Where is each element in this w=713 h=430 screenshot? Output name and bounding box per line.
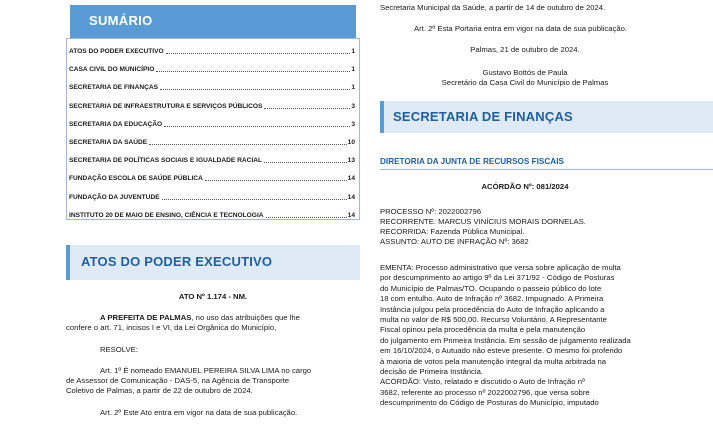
- summary-item-leader: [149, 143, 347, 145]
- act-resolve: RESOLVE:: [100, 345, 138, 354]
- section-header-atos: [66, 245, 360, 280]
- summary-item[interactable]: [69, 103, 355, 110]
- act-intro-rest: , no uso das atribuições que lhe: [191, 313, 300, 322]
- summary-item-page: 14: [347, 175, 355, 183]
- act-art1-line1: Art. 1º É nomeado EMANUEL PEREIRA SILVA LIMA no cargo: [100, 366, 312, 375]
- summary-item[interactable]: [69, 66, 355, 73]
- summary-item-leader: [166, 52, 351, 54]
- appellant: RECORRENTE: MARCUS VINÍCIUS MORAIS DORNELAS.: [380, 217, 586, 226]
- summary-item-label: INSTITUTO 20 DE MAIO DE ENSINO, CIÊNCIA E TECNOLOGIA: [69, 211, 264, 219]
- ementa-line: do julgamento em Primeira Instância. Em sessão de julgamento realizada: [380, 335, 631, 345]
- summary-item[interactable]: [69, 121, 355, 128]
- portaria-date: Palmas, 21 de outubro de 2024.: [470, 45, 580, 54]
- summary-item-page: 13: [347, 157, 355, 165]
- section-title-atos: ATOS DO PODER EXECUTIVO: [81, 254, 273, 269]
- ementa-line: em 16/10/2024, o Autuado não esteve presente. O mesmo foi proferido: [380, 346, 623, 356]
- act-art1-line3: Coletivo de Palmas, a partir de 22 de outubro de 2024.: [66, 386, 253, 395]
- ruling-number: ACÓRDÃO Nº: 081/2024: [481, 182, 569, 191]
- subject: ASSUNTO: AUTO DE INFRAÇÃO Nº: 3682: [380, 237, 529, 246]
- summary-item[interactable]: [69, 157, 355, 164]
- summary-item-label: SECRETARIA DA SAÚDE: [69, 139, 148, 146]
- directorate-rule: [380, 169, 713, 170]
- appellee: RECORRIDA: Fazenda Pública Municipal.: [380, 227, 525, 236]
- summary-item-label: CASA CIVIL DO MUNICÍPIO: [69, 66, 155, 74]
- ementa-line: decisão de Primeira Instância.: [380, 367, 483, 376]
- ementa-line: Fiscal opinou pela procedência da multa e pela manutenção: [380, 325, 586, 335]
- summary-item-label: SECRETARIA DE POLÍTICAS SOCIAIS E IGUALDADE RACIAL: [69, 157, 263, 165]
- summary-item-leader: [264, 161, 347, 163]
- summary-item[interactable]: [69, 48, 355, 55]
- summary-item-leader: [264, 107, 350, 109]
- summary-item-page: 14: [347, 211, 355, 219]
- summary-title: SUMÁRIO: [89, 13, 153, 28]
- summary-item-page: 1: [351, 84, 355, 92]
- ementa-line: 18 com entulho. Auto de Infração nº 3682. Impugnado. A Primeira: [380, 294, 604, 304]
- summary-item-label: ATOS DO PODER EXECUTIVO: [69, 48, 164, 55]
- summary-item-leader: [164, 125, 350, 127]
- summary-item-page: 10: [347, 139, 355, 146]
- summary-item-page: 1: [351, 66, 355, 74]
- summary-header: [70, 5, 356, 38]
- ementa-line: descumprimento do Código de Posturas do Município, imputado: [380, 398, 599, 408]
- summary-item-leader: [156, 70, 350, 72]
- summary-item-page: 14: [347, 193, 355, 201]
- act-art2: Art. 2º Este Ato entra em vigor na data de sua publicação.: [100, 408, 298, 417]
- summary-item-page: 3: [351, 120, 355, 128]
- ementa-line: por descumprimento ao artigo 9º da Lei 371/92 - Código de Posturas: [380, 273, 615, 283]
- summary-item-label: SECRETARIA DE INFRAESTRUTURA E SERVIÇOS PÚBLICOS: [69, 102, 263, 110]
- ementa-line: à maioria de votos pela manutenção integral da multa arbitrada na: [380, 356, 607, 366]
- ementa-line: multa no valor de R$ 500,00. Recurso Voluntário. A Representante: [380, 315, 607, 324]
- portaria-top-line: Secretaria Municipal da Saúde, a partir de 14 de outubro de 2024.: [380, 3, 606, 12]
- summary-item-label: FUNDAÇÃO DA JUVENTUDE: [69, 193, 160, 201]
- summary-item[interactable]: [69, 84, 355, 91]
- ementa-line: do Município de Palmas/TO. Ocupando o passeio público do lote: [380, 283, 602, 293]
- summary-item-label: SECRETARIA DA EDUCAÇÃO: [69, 120, 163, 128]
- act-intro-bold: A PREFEITA DE PALMAS: [100, 313, 192, 322]
- ementa-line: EMENTA: Processo administrativo que versa sobre aplicação de multa: [380, 263, 621, 272]
- ementa-line: Instância julgou pela procedência do Auto de Infração aplicando a: [380, 304, 605, 314]
- summary-item[interactable]: [69, 175, 355, 182]
- act-art1-line2: de Assessor de Comunicação - DAS-5, na Agência de Transporte: [66, 376, 290, 385]
- ementa-line: 3682, referente ao processo nº 2022002796, que versa sobre: [380, 387, 590, 397]
- summary-item-leader: [205, 179, 347, 181]
- portaria-art2: Art. 2º Esta Portaria entra em vigor na data de sua publicação.: [414, 24, 628, 33]
- directorate-title: DIRETORIA DA JUNTA DE RECURSOS FISCAIS: [380, 157, 564, 166]
- summary-item-label: SECRETARIA DE FINANÇAS: [69, 84, 159, 92]
- summary-item[interactable]: [69, 139, 355, 146]
- process-number: PROCESSO Nº: 2022002796: [380, 207, 482, 216]
- summary-item-label: FUNDAÇÃO ESCOLA DE SAÚDE PÚBLICA: [69, 175, 203, 183]
- summary-item[interactable]: [69, 212, 355, 219]
- summary-item-leader: [162, 198, 347, 200]
- signer-name: Gustavo Bottós de Paula: [482, 68, 568, 77]
- summary-item-leader: [266, 216, 347, 218]
- summary-item[interactable]: [69, 194, 355, 201]
- summary-item-page: 1: [351, 48, 355, 55]
- summary-item-page: 3: [351, 102, 355, 110]
- section-header-financas: [380, 101, 713, 133]
- act-intro: [100, 313, 360, 323]
- section-title-financas: SECRETARIA DE FINANÇAS: [393, 109, 573, 124]
- ementa-line: ACÓRDÃO: Visto, relatado e discutido o Auto de Infração nº: [380, 377, 585, 387]
- act-title: ATO Nº 1.174 - NM.: [178, 292, 248, 301]
- act-intro-line2: confere o art. 71, incisos I e VI, da Lei Orgânica do Município,: [66, 323, 277, 332]
- signer-role: Secretário da Casa Civil do Município de Palmas: [441, 78, 609, 87]
- summary-item-leader: [160, 88, 350, 90]
